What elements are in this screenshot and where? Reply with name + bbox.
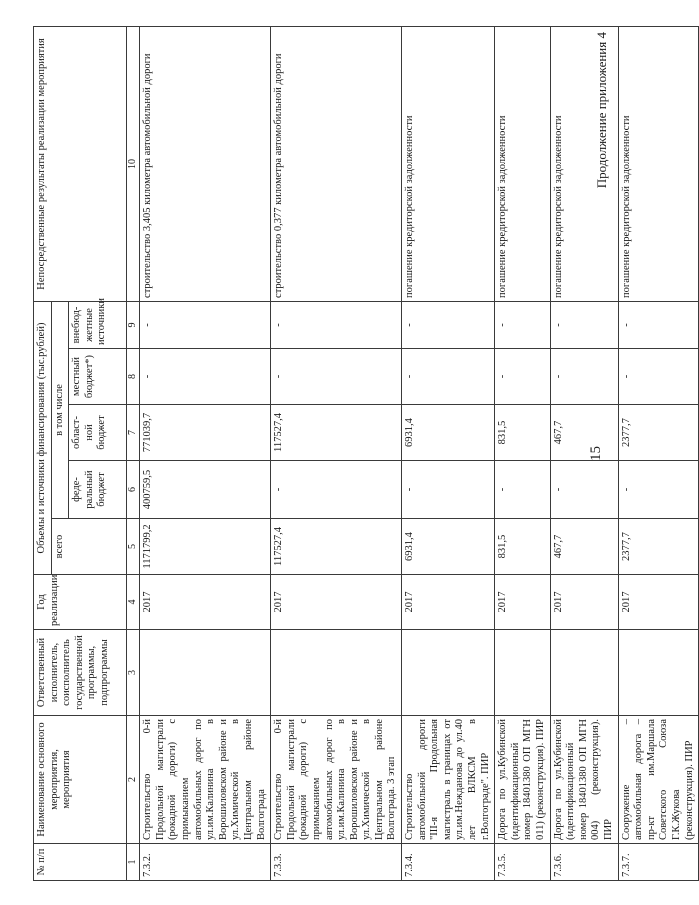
header-extra: внебюд-жетные источники: [69, 301, 127, 348]
header-incl: в том числе: [51, 301, 69, 518]
header-result: Непосредственные результаты реализации мероприятия: [34, 27, 127, 302]
row-year: 2017: [618, 575, 699, 630]
column-number: 2: [127, 716, 140, 844]
row-total: 6931,4: [402, 519, 495, 575]
row-executor: [140, 630, 271, 716]
row-local: -: [618, 349, 699, 405]
row-year: 2017: [550, 575, 618, 630]
table-row: [618, 27, 699, 881]
row-name: Дорога по ул.Кубинской (идентификационный номер 18401380 ОП МГН 011) (реконструкция). ПИР: [495, 716, 550, 844]
row-result: погашение кредиторской задолженности: [495, 27, 550, 302]
row-extra: -: [271, 301, 402, 348]
row-local: -: [402, 349, 495, 405]
row-name: Строительство 0-й Продольной магистрали (рокадной дороги) с примыканием автомобильных дорог по ул.им.Калинина в Ворошиловском районе и ул.Химической в Центральном районе Волгограда. 3 этап: [271, 716, 402, 844]
row-total: 2377,7: [618, 519, 699, 575]
row-extra: -: [495, 301, 550, 348]
row-executor: [495, 630, 550, 716]
column-number: 7: [127, 405, 140, 461]
column-number-row: [127, 27, 140, 881]
row-extra: -: [550, 301, 618, 348]
row-num: 7.3.6.: [550, 844, 618, 881]
row-federal: -: [402, 461, 495, 519]
row-num: 7.3.4.: [402, 844, 495, 881]
row-federal: -: [618, 461, 699, 519]
header-year: Год реализации: [34, 575, 127, 630]
row-total: 117527,4: [271, 519, 402, 575]
row-local: -: [495, 349, 550, 405]
row-executor: [402, 630, 495, 716]
header-executor: Ответственный исполнитель, соисполнитель государственной программы, подпрограммы: [34, 630, 127, 716]
row-regional: 117527,4: [271, 405, 402, 461]
column-number: 1: [127, 844, 140, 881]
column-number: 5: [127, 519, 140, 575]
row-local: -: [140, 349, 271, 405]
row-federal: 400759,5: [140, 461, 271, 519]
row-name: Строительство автомобильной дороги "III-я Продольная магистраль в границах от ул.им.Нежданова до ул.40 лет ВЛКСМ в г.Волгограде". ПИР: [402, 716, 495, 844]
column-number: 6: [127, 461, 140, 519]
row-num: 7.3.7.: [618, 844, 699, 881]
row-year: 2017: [140, 575, 271, 630]
table-row: [402, 27, 495, 881]
row-regional: 467,7: [550, 405, 618, 461]
row-federal: -: [271, 461, 402, 519]
row-regional: 771039,7: [140, 405, 271, 461]
funding-table: [33, 26, 699, 881]
row-result: погашение кредиторской задолженности: [618, 27, 699, 302]
row-total: 467,7: [550, 519, 618, 575]
column-number: 4: [127, 575, 140, 630]
row-regional: 6931,4: [402, 405, 495, 461]
row-name: Дорога по ул.Кубинской (идентификационный номер 18401380 ОП МГН 004) (реконструкция). ПИР: [550, 716, 618, 844]
header-row-1: [34, 27, 52, 881]
row-regional: 831,5: [495, 405, 550, 461]
continuation-label: Продолжение приложения 4: [594, 32, 609, 189]
header-local: местный бюджет*): [69, 349, 127, 405]
column-number: 3: [127, 630, 140, 716]
row-result: строительство 0,377 километра автомобильной дороги: [271, 27, 402, 302]
row-year: 2017: [402, 575, 495, 630]
row-total: 1171799,2: [140, 519, 271, 575]
row-extra: -: [402, 301, 495, 348]
row-local: -: [271, 349, 402, 405]
header-federal: феде-ральный бюджет: [69, 461, 127, 519]
row-federal: -: [495, 461, 550, 519]
row-executor: [618, 630, 699, 716]
row-result: строительство 3,405 километра автомобильной дороги: [140, 27, 271, 302]
row-regional: 2377,7: [618, 405, 699, 461]
header-total: всего: [51, 519, 127, 575]
row-extra: -: [140, 301, 271, 348]
row-num: 7.3.2.: [140, 844, 271, 881]
table-row: [495, 27, 550, 881]
row-name: Строительство 0-й Продольной магистрали (рокадной дороги) с примыканием автомобильных дорог по ул.им.Калинина в Ворошиловском районе и ул.Химической в Центральном районе Волгограда: [140, 716, 271, 844]
page-number: 15: [588, 446, 604, 461]
row-result: погашение кредиторской задолженности: [550, 27, 618, 302]
row-total: 831,5: [495, 519, 550, 575]
header-funding-group: Объемы и источники финансирования (тыс.рублей): [34, 301, 52, 574]
header-regional: област-ной бюджет: [69, 405, 127, 461]
row-num: 7.3.5.: [495, 844, 550, 881]
row-federal: -: [550, 461, 618, 519]
table-row: [550, 27, 618, 881]
row-result: погашение кредиторской задолженности: [402, 27, 495, 302]
row-name: Сооружение – автомобильная дорога – пр-кт им.Маршала Советского Союза Г.К.Жукова (реконструкция). ПИР: [618, 716, 699, 844]
row-executor: [550, 630, 618, 716]
column-number: 9: [127, 301, 140, 348]
row-year: 2017: [271, 575, 402, 630]
column-number: 8: [127, 349, 140, 405]
row-num: 7.3.3.: [271, 844, 402, 881]
header-name: Наименование основного мероприятия, мероприятия: [34, 716, 127, 844]
table-row: [140, 27, 271, 881]
row-executor: [271, 630, 402, 716]
table-row: [271, 27, 402, 881]
row-year: 2017: [495, 575, 550, 630]
row-local: -: [550, 349, 618, 405]
column-number: 10: [127, 27, 140, 302]
header-num: № п/п: [34, 844, 127, 881]
row-extra: -: [618, 301, 699, 348]
